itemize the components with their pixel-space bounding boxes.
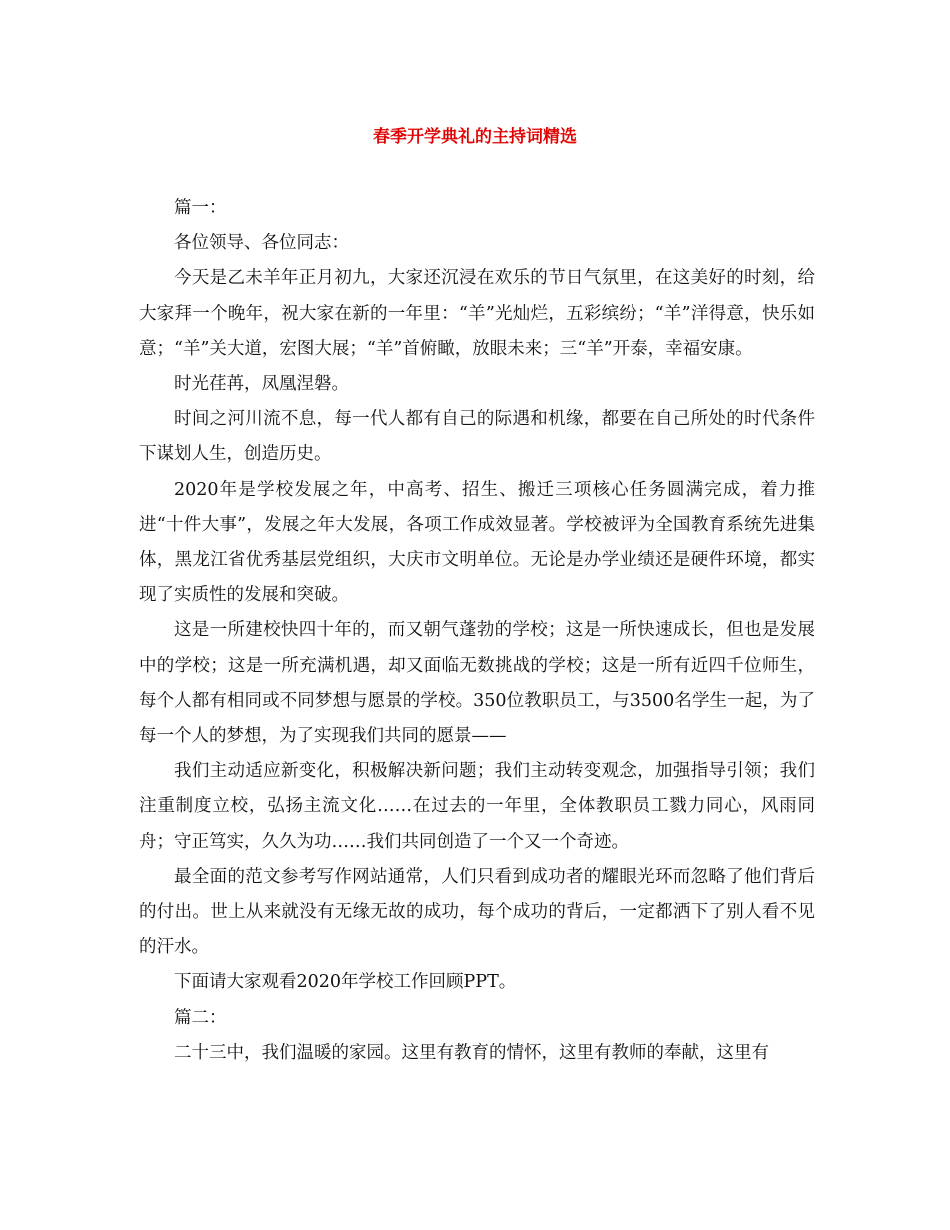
paragraph: 2020年是学校发展之年，中高考、招生、搬迁三项核心任务圆满完成，着力推进“十件大事”，发展之年大发展，各项工作成效显著。学校被评为全国教育系统先进集体，黑龙江省优秀基层党组织，大庆市文明单位。无论是办学业绩还是硬件环境，都实现了实质性的发展和突破。: [139, 479, 815, 606]
paragraph: 各位领导、各位同志：: [174, 233, 349, 254]
paragraph: 篇一：: [174, 198, 227, 218]
document-title: 春季开学典礼的主持词精选: [373, 127, 577, 147]
paragraph: 最全面的范文参考写作网站通常，人们只看到成功者的耀眼光环而忽略了他们背后的付出。世上从来就没有无缘无故的成功，每个成功的背后，一定都洒下了别人看不见的汗水。: [139, 866, 815, 958]
paragraph: 今天是乙未羊年正月初九，大家还沉浸在欢乐的节日气氛里，在这美好的时刻，给大家拜一个晚年，祝大家在新的一年里：“羊”光灿烂，五彩缤纷；“羊”洋得意，快乐如意；“羊”关大道，宏图大展；“羊”首俯瞰，放眼未来；三“羊”开泰，幸福安康。: [139, 268, 815, 359]
paragraph: 时光荏苒，凤凰涅磐。: [174, 374, 349, 395]
paragraph: 二十三中，我们温暖的家园。这里有教育的情怀，这里有教师的奉献，这里有: [174, 1042, 769, 1063]
paragraph: 时间之河川流不息，每一代人都有自己的际遇和机缘，都要在自己所处的时代条件下谋划人生，创造历史。: [139, 409, 815, 465]
paragraph: 下面请大家观看2020年学校工作回顾PPT。: [174, 972, 517, 993]
paragraph: 我们主动适应新变化，积极解决新问题；我们主动转变观念，加强指导引领；我们注重制度立校，弘扬主流文化……在过去的一年里，全体教职员工戮力同心，风雨同舟；守正笃实，久久为功……我们共同创造了一个又一个奇迹。: [139, 761, 815, 852]
paragraph: 这是一所建校快四十年的，而又朝气蓬勃的学校；这是一所快速成长，但也是发展中的学校；这是一所充满机遇，却又面临无数挑战的学校；这是一所有近四千位师生，每个人都有相同或不同梦想与愿景的学校。350位教职员工，与3500名学生一起，为了每一个人的梦想，为了实现我们共同的愿景——: [139, 620, 815, 747]
paragraph: 篇二：: [174, 1007, 227, 1028]
document-body: [139, 191, 815, 1071]
